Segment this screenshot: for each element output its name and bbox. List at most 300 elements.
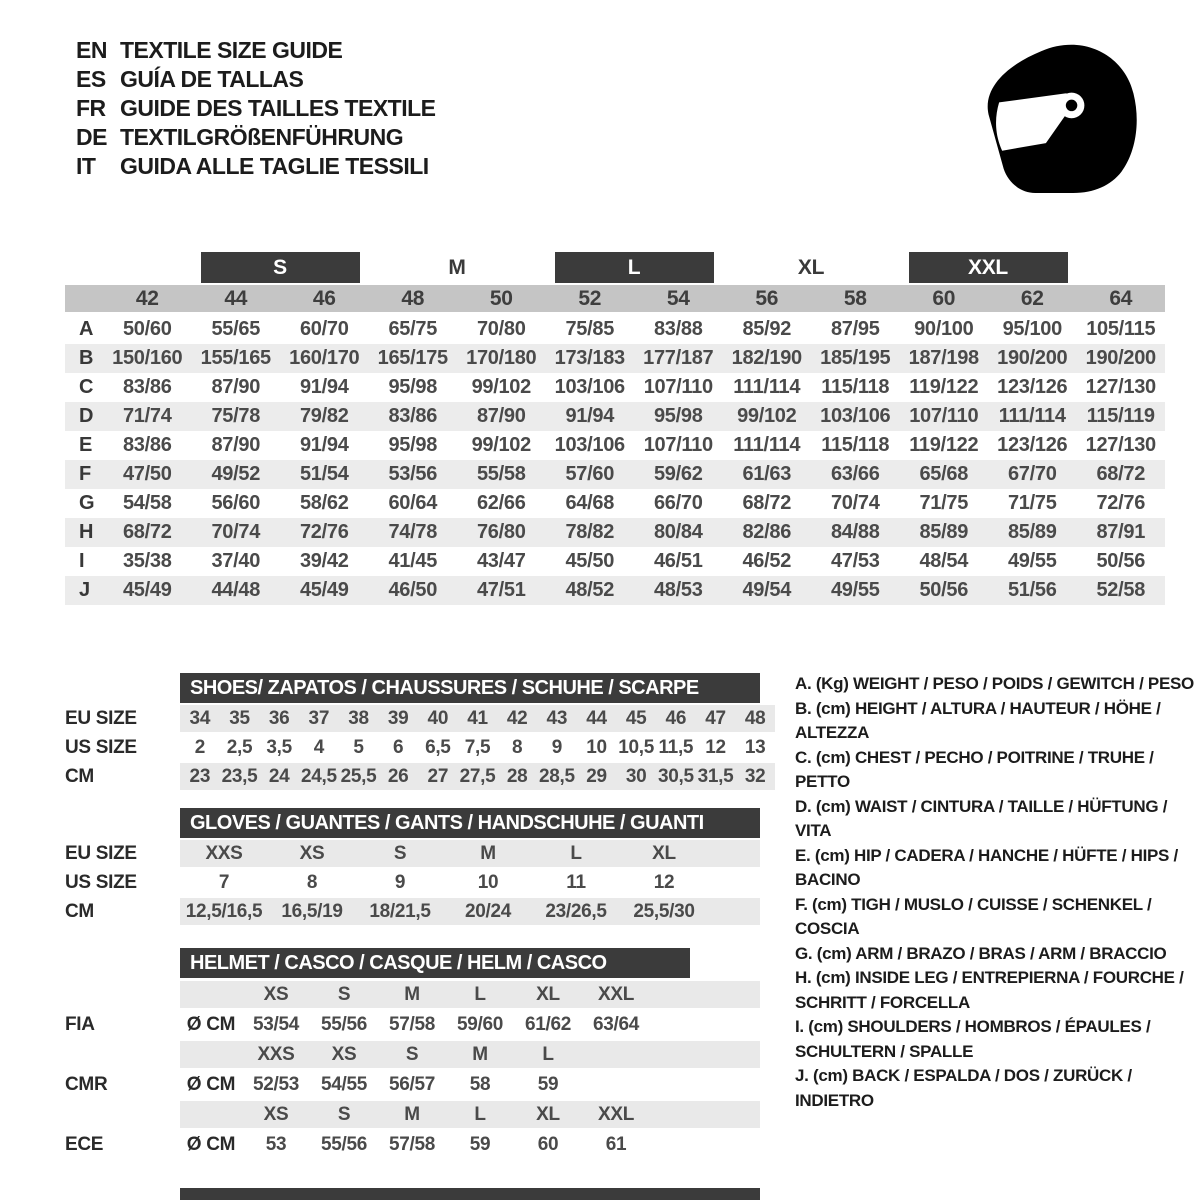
row-letter: A xyxy=(79,318,94,340)
helmet-size-label: S xyxy=(337,1103,351,1125)
size-value: 61 xyxy=(605,1133,627,1155)
helmet-size-label: XXS xyxy=(257,1043,295,1065)
size-value: 95/98 xyxy=(388,376,438,398)
helmet-size-label: S xyxy=(337,983,351,1005)
helmet-standard-label: FIA xyxy=(65,1013,95,1035)
size-value: 71/74 xyxy=(122,405,172,427)
shoes-row xyxy=(65,734,775,761)
size-value: 12 xyxy=(653,871,675,893)
size-value: 71/75 xyxy=(919,492,969,514)
size-value: 68/72 xyxy=(122,521,172,543)
size-value: 71/75 xyxy=(1007,492,1057,514)
size-value: 80/84 xyxy=(653,521,703,543)
helmet-size-label: M xyxy=(404,983,420,1005)
size-value: XS xyxy=(299,842,325,864)
size-value: 10,5 xyxy=(618,736,655,758)
size-value: 70/74 xyxy=(211,521,261,543)
size-value: 8 xyxy=(512,736,523,758)
legend-item: D. (cm) WAIST / CINTURA / TAILLE / HÜFTUNG / VITA xyxy=(795,796,1168,840)
size-value: 31,5 xyxy=(697,765,734,787)
size-value: 49/52 xyxy=(211,463,261,485)
numeric-size: 46 xyxy=(312,286,336,310)
size-value: 3,5 xyxy=(266,736,292,758)
gloves-row xyxy=(65,898,775,925)
language-item xyxy=(76,152,436,181)
size-value: 59/60 xyxy=(456,1013,504,1035)
size-value: 30 xyxy=(625,765,647,787)
size-value: 123/126 xyxy=(997,434,1068,456)
size-value: 57/60 xyxy=(565,463,615,485)
legend-item: I. (cm) SHOULDERS / HOMBROS / ÉPAULES / SCHULTERN / SPALLE xyxy=(795,1017,1151,1061)
size-value: 6,5 xyxy=(425,736,451,758)
size-value: 107/110 xyxy=(909,405,979,427)
size-value: 38 xyxy=(348,707,369,729)
size-value: 111/114 xyxy=(733,376,801,398)
section-row-label: CM xyxy=(65,900,94,922)
numeric-size: 64 xyxy=(1109,286,1133,310)
language-code: DE xyxy=(76,124,107,150)
helmet-sizes xyxy=(180,1041,760,1068)
size-value: 75/85 xyxy=(565,318,615,340)
size-value: 10 xyxy=(477,871,499,893)
size-value: 155/165 xyxy=(200,347,271,369)
shoes-values xyxy=(180,734,775,761)
size-value: 60 xyxy=(537,1133,559,1155)
textile-row-c xyxy=(65,373,1165,402)
size-group-xxl: XXL xyxy=(909,252,1068,283)
row-letter: D xyxy=(79,405,94,427)
size-value: 87/90 xyxy=(476,405,526,427)
language-code: FR xyxy=(76,95,106,121)
size-value: 49/54 xyxy=(742,579,792,601)
size-value: 70/80 xyxy=(476,318,526,340)
size-value: 53/54 xyxy=(252,1013,300,1035)
size-value: 35 xyxy=(229,707,250,729)
size-value: 91/94 xyxy=(299,434,349,456)
helmet-standard-row xyxy=(65,1011,775,1038)
size-value: 7,5 xyxy=(464,736,491,758)
size-value: 30,5 xyxy=(657,765,694,787)
row-letter: I xyxy=(79,550,85,572)
size-value: 59 xyxy=(537,1073,559,1095)
size-value: 185/195 xyxy=(820,347,891,369)
helmet-sizes-row xyxy=(65,981,775,1008)
size-value: 72/76 xyxy=(299,521,349,543)
size-value: 107/110 xyxy=(643,376,713,398)
size-value: 46 xyxy=(665,707,687,729)
size-value: 76/80 xyxy=(476,521,526,543)
helmet-size-label: M xyxy=(472,1043,488,1065)
size-value: 25,5/30 xyxy=(633,900,695,922)
size-group-m: M xyxy=(448,255,466,279)
helmet-unit: Ø CM xyxy=(186,1013,236,1035)
size-value: 48/54 xyxy=(919,550,969,572)
helmet-size-label: XXL xyxy=(597,983,635,1005)
textile-row-a xyxy=(65,315,1165,344)
size-value: 44/48 xyxy=(211,579,261,601)
shoes-rows xyxy=(65,705,775,790)
gloves-values xyxy=(180,840,760,867)
size-value: 91/94 xyxy=(565,405,615,427)
helmet-size-label: XL xyxy=(536,983,560,1005)
size-value: 53 xyxy=(265,1133,287,1155)
textile-row-f xyxy=(65,460,1165,489)
size-value: 87/90 xyxy=(211,434,261,456)
legend-item: J. (cm) BACK / ESPALDA / DOS / ZURÜCK / INDIETRO xyxy=(795,1066,1132,1110)
textile-row-b xyxy=(65,344,1165,373)
legend-item: C. (cm) CHEST / PECHO / POITRINE / TRUHE / PETTO xyxy=(795,747,1154,791)
size-value: 9 xyxy=(394,871,406,893)
size-value: 41 xyxy=(467,707,488,729)
textile-size-table xyxy=(65,252,1165,605)
size-value: 83/86 xyxy=(388,405,438,427)
size-value: 26 xyxy=(387,765,409,787)
numeric-size: 60 xyxy=(932,286,956,310)
section-row-label: EU SIZE xyxy=(65,842,137,864)
size-value: 119/122 xyxy=(909,376,979,398)
size-value: 111/114 xyxy=(733,434,801,456)
size-value: 177/187 xyxy=(643,347,714,369)
legend-item: A. (Kg) WEIGHT / PESO / POIDS / GEWITCH / PESO xyxy=(795,674,1194,693)
helmet-values xyxy=(180,1071,760,1098)
textile-row-e xyxy=(65,431,1165,460)
legend-item: E. (cm) HIP / CADERA / HANCHE / HÜFTE / HIPS / BACINO xyxy=(795,845,1178,889)
size-value: 61/62 xyxy=(524,1013,572,1035)
size-value: 55/58 xyxy=(476,463,526,485)
size-value: XL xyxy=(652,842,676,864)
size-value: 99/102 xyxy=(737,405,797,427)
size-value: 190/200 xyxy=(1085,347,1156,369)
size-value: 74/78 xyxy=(388,521,438,543)
gloves-values xyxy=(180,869,760,896)
language-label: TEXTILE SIZE GUIDE xyxy=(120,37,343,63)
size-value: 123/126 xyxy=(997,376,1068,398)
size-value: 13 xyxy=(744,736,766,758)
size-value: 2,5 xyxy=(226,736,253,758)
size-value: 115/118 xyxy=(821,434,890,456)
size-value: 37 xyxy=(308,707,330,729)
size-value: 46/50 xyxy=(388,579,438,601)
language-item xyxy=(76,123,436,152)
size-value: S xyxy=(393,842,407,864)
size-value: 11,5 xyxy=(658,736,694,758)
size-value: 55/65 xyxy=(211,318,261,340)
language-label: GUÍA DE TALLAS xyxy=(120,66,304,92)
size-value: 54/55 xyxy=(320,1073,368,1095)
helmet-size-label: M xyxy=(404,1103,420,1125)
section-row-label: EU SIZE xyxy=(65,707,137,729)
size-value: 23 xyxy=(189,765,211,787)
section-row-label xyxy=(65,1041,180,1068)
size-value: 28 xyxy=(506,765,528,787)
size-value: 150/160 xyxy=(112,347,183,369)
size-value: 91/94 xyxy=(299,376,349,398)
size-value: 29 xyxy=(586,765,607,787)
size-value: 63/64 xyxy=(592,1013,640,1035)
helmet-unit: Ø CM xyxy=(186,1133,236,1155)
size-value: 12,5/16,5 xyxy=(185,900,263,922)
size-value: 23,5 xyxy=(221,765,258,787)
size-value: 57/58 xyxy=(388,1133,436,1155)
numeric-size: 56 xyxy=(755,286,779,310)
textile-row-g xyxy=(65,489,1165,518)
size-value: 43/47 xyxy=(476,550,526,572)
size-value: 49/55 xyxy=(830,579,880,601)
numeric-size: 52 xyxy=(578,286,602,310)
shoes-values xyxy=(180,705,775,732)
numeric-size: 48 xyxy=(401,286,425,310)
size-value: 5 xyxy=(353,736,364,758)
size-value: 50/60 xyxy=(122,318,172,340)
size-value: 49/55 xyxy=(1007,550,1057,572)
gloves-row xyxy=(65,869,775,896)
numeric-size: 62 xyxy=(1020,286,1044,310)
size-value: 36 xyxy=(268,707,290,729)
size-value: 170/180 xyxy=(466,347,537,369)
size-value: 52/53 xyxy=(252,1073,300,1095)
size-value: 45/49 xyxy=(122,579,172,601)
size-value: 6 xyxy=(393,736,404,758)
size-value: 42 xyxy=(506,707,528,729)
size-value: 27,5 xyxy=(459,765,496,787)
row-letter: E xyxy=(79,434,93,456)
size-value: 75/78 xyxy=(211,405,261,427)
size-value: 103/106 xyxy=(554,376,625,398)
helmet-standard-label: ECE xyxy=(65,1133,104,1155)
size-value: 11 xyxy=(566,871,586,893)
size-value: 10 xyxy=(586,736,607,758)
size-value: 32 xyxy=(744,765,766,787)
measure-legend xyxy=(795,672,1200,1113)
size-value: 28,5 xyxy=(538,765,575,787)
language-item xyxy=(76,65,436,94)
row-letter: B xyxy=(79,347,94,369)
language-label: TEXTILGRÖßENFÜHRUNG xyxy=(120,124,404,150)
language-code: ES xyxy=(76,66,106,92)
size-value: 2 xyxy=(194,736,205,758)
helmet-standard-label: CMR xyxy=(65,1073,108,1095)
helmet-values xyxy=(180,1131,760,1158)
size-value: 48/53 xyxy=(653,579,703,601)
row-letter: C xyxy=(79,376,94,398)
gloves-row xyxy=(65,840,775,867)
size-value: XXS xyxy=(205,842,243,864)
size-value: 165/175 xyxy=(377,347,448,369)
size-value: 190/200 xyxy=(997,347,1068,369)
size-value: 39/42 xyxy=(299,550,349,572)
language-list xyxy=(76,36,436,181)
size-value: 43 xyxy=(546,707,568,729)
size-value: 45/50 xyxy=(565,550,615,572)
size-value: 87/90 xyxy=(211,376,261,398)
size-value: 95/100 xyxy=(1002,318,1062,340)
section-row-label: CM xyxy=(65,765,94,787)
size-value: 68/72 xyxy=(742,492,792,514)
size-value: 9 xyxy=(551,736,562,758)
size-value: 23/26,5 xyxy=(545,900,607,922)
size-value: M xyxy=(480,842,496,864)
gloves-title: GLOVES / GUANTES / GANTS / HANDSCHUHE / GUANTI xyxy=(180,808,760,838)
size-value: 78/82 xyxy=(565,521,615,543)
size-group-l: L xyxy=(555,252,714,283)
helmet-sizes xyxy=(180,1101,760,1128)
size-value: 24,5 xyxy=(300,765,337,787)
language-code: EN xyxy=(76,37,107,63)
size-value: 51/54 xyxy=(299,463,349,485)
size-value: 60/70 xyxy=(299,318,349,340)
size-value: 60/64 xyxy=(388,492,438,514)
size-value: 111/114 xyxy=(998,405,1066,427)
size-value: 99/102 xyxy=(471,434,531,456)
size-value: 103/106 xyxy=(820,405,891,427)
size-value: 20/24 xyxy=(464,900,512,922)
numeric-size: 58 xyxy=(843,286,867,310)
size-value: 66/70 xyxy=(653,492,703,514)
size-value: 57/58 xyxy=(388,1013,436,1035)
helmet-rows xyxy=(65,981,775,1158)
row-letter: F xyxy=(79,463,91,485)
helmet-size-label: XXL xyxy=(597,1103,635,1125)
size-value: 35/38 xyxy=(122,550,172,572)
size-value: 50/56 xyxy=(1096,550,1146,572)
size-value: 107/110 xyxy=(643,434,713,456)
size-value: 27 xyxy=(427,765,449,787)
size-value: 56/60 xyxy=(211,492,261,514)
gloves-rows xyxy=(65,840,775,925)
size-value: 8 xyxy=(306,871,318,893)
size-value: 64/68 xyxy=(565,492,615,514)
size-value: 115/119 xyxy=(1086,405,1155,427)
size-value: 83/86 xyxy=(122,376,172,398)
size-value: 62/66 xyxy=(476,492,526,514)
numeric-size-row xyxy=(65,285,1165,312)
section-row-label: US SIZE xyxy=(65,736,137,758)
size-value: 39 xyxy=(387,707,409,729)
size-value: 34 xyxy=(189,707,211,729)
size-value: 90/100 xyxy=(914,318,974,340)
size-value: 47/51 xyxy=(476,579,526,601)
helmet-sizes-row xyxy=(65,1101,775,1128)
size-value: 16,5/19 xyxy=(281,900,343,922)
textile-row-j xyxy=(65,576,1165,605)
shoes-values xyxy=(180,763,775,790)
legend-item: B. (cm) HEIGHT / ALTURA / HAUTEUR / HÖHE / ALTEZZA xyxy=(795,698,1161,742)
size-value: 99/102 xyxy=(471,376,531,398)
size-value: 85/89 xyxy=(1007,521,1057,543)
size-value: 53/56 xyxy=(388,463,438,485)
language-label: GUIDE DES TAILLES TEXTILE xyxy=(120,95,436,121)
helmet-size-label: L xyxy=(474,983,486,1005)
textile-table-body xyxy=(65,315,1165,605)
size-group-row xyxy=(65,252,1165,283)
helmet-standard-row xyxy=(65,1131,775,1158)
size-value: 70/74 xyxy=(830,492,880,514)
size-value: 59 xyxy=(469,1133,491,1155)
helmet-size-label: XL xyxy=(536,1103,560,1125)
gloves-section xyxy=(65,808,775,925)
size-value: 79/82 xyxy=(299,405,349,427)
size-value: 182/190 xyxy=(731,347,802,369)
size-value: 47/50 xyxy=(122,463,172,485)
size-value: 87/95 xyxy=(830,318,880,340)
section-row-label xyxy=(65,1101,180,1128)
size-value: 85/89 xyxy=(919,521,969,543)
legend-item: F. (cm) TIGH / MUSLO / CUISSE / SCHENKEL / COSCIA xyxy=(795,894,1152,938)
size-value: 72/76 xyxy=(1096,492,1146,514)
helmet-size-label: XS xyxy=(331,1043,357,1065)
size-value: 37/40 xyxy=(211,550,261,572)
size-value: 65/68 xyxy=(919,463,969,485)
size-value: 87/91 xyxy=(1096,521,1146,543)
size-value: 52/58 xyxy=(1096,579,1146,601)
shoes-row xyxy=(65,705,775,732)
size-value: 58 xyxy=(469,1073,491,1095)
size-value: 59/62 xyxy=(653,463,703,485)
numeric-size: 44 xyxy=(224,286,248,310)
size-value: 47 xyxy=(705,707,726,729)
size-value: 82/86 xyxy=(742,521,792,543)
size-value: 40 xyxy=(427,707,449,729)
size-value: 45 xyxy=(625,707,647,729)
size-value: 41/45 xyxy=(388,550,438,572)
helmet-title: HELMET / CASCO / CASQUE / HELM / CASCO xyxy=(180,948,690,978)
size-value: 127/130 xyxy=(1085,434,1156,456)
size-value: 47/53 xyxy=(830,550,880,572)
shoes-title: SHOES/ ZAPATOS / CHAUSSURES / SCHUHE / SCARPE xyxy=(180,673,760,703)
size-value: 46/51 xyxy=(653,550,703,572)
textile-row-h xyxy=(65,518,1165,547)
row-letter: G xyxy=(79,492,95,514)
textile-row-d xyxy=(65,402,1165,431)
size-group-xl: XL xyxy=(797,255,825,279)
helmet-sizes xyxy=(180,981,760,1008)
language-label: GUIDA ALLE TAGLIE TESSILI xyxy=(120,153,429,179)
size-value: 84/88 xyxy=(830,521,880,543)
helmet-standard-row xyxy=(65,1071,775,1098)
numeric-size: 54 xyxy=(666,286,690,310)
size-value: 95/98 xyxy=(653,405,703,427)
helmet-unit: Ø CM xyxy=(186,1073,236,1095)
size-value: 65/75 xyxy=(388,318,438,340)
bottom-cut-bar xyxy=(180,1188,760,1200)
shoes-section xyxy=(65,673,775,790)
size-value: 46/52 xyxy=(742,550,792,572)
size-value: 51/56 xyxy=(1007,579,1057,601)
size-value: 48 xyxy=(744,707,766,729)
legend-item: H. (cm) INSIDE LEG / ENTREPIERNA / FOURCHE / SCHRITT / FORCELLA xyxy=(795,968,1184,1012)
size-value: 12 xyxy=(705,736,726,758)
size-value: 95/98 xyxy=(388,434,438,456)
size-value: 61/63 xyxy=(742,463,792,485)
size-value: 50/56 xyxy=(919,579,969,601)
size-value: 160/170 xyxy=(289,347,360,369)
size-value: 85/92 xyxy=(742,318,792,340)
row-letter: J xyxy=(79,579,90,601)
helmet-size-label: L xyxy=(542,1043,554,1065)
size-value: 56/57 xyxy=(388,1073,436,1095)
size-value: 4 xyxy=(313,736,324,758)
language-code: IT xyxy=(76,153,96,179)
size-value: 45/49 xyxy=(299,579,349,601)
helmet-sizes-row xyxy=(65,1041,775,1068)
size-value: 55/56 xyxy=(320,1133,368,1155)
size-value: 24 xyxy=(268,765,290,787)
size-value: 119/122 xyxy=(909,434,979,456)
size-value: 83/86 xyxy=(122,434,172,456)
size-value: 68/72 xyxy=(1096,463,1146,485)
size-value: 115/118 xyxy=(821,376,890,398)
size-value: 48/52 xyxy=(565,579,615,601)
